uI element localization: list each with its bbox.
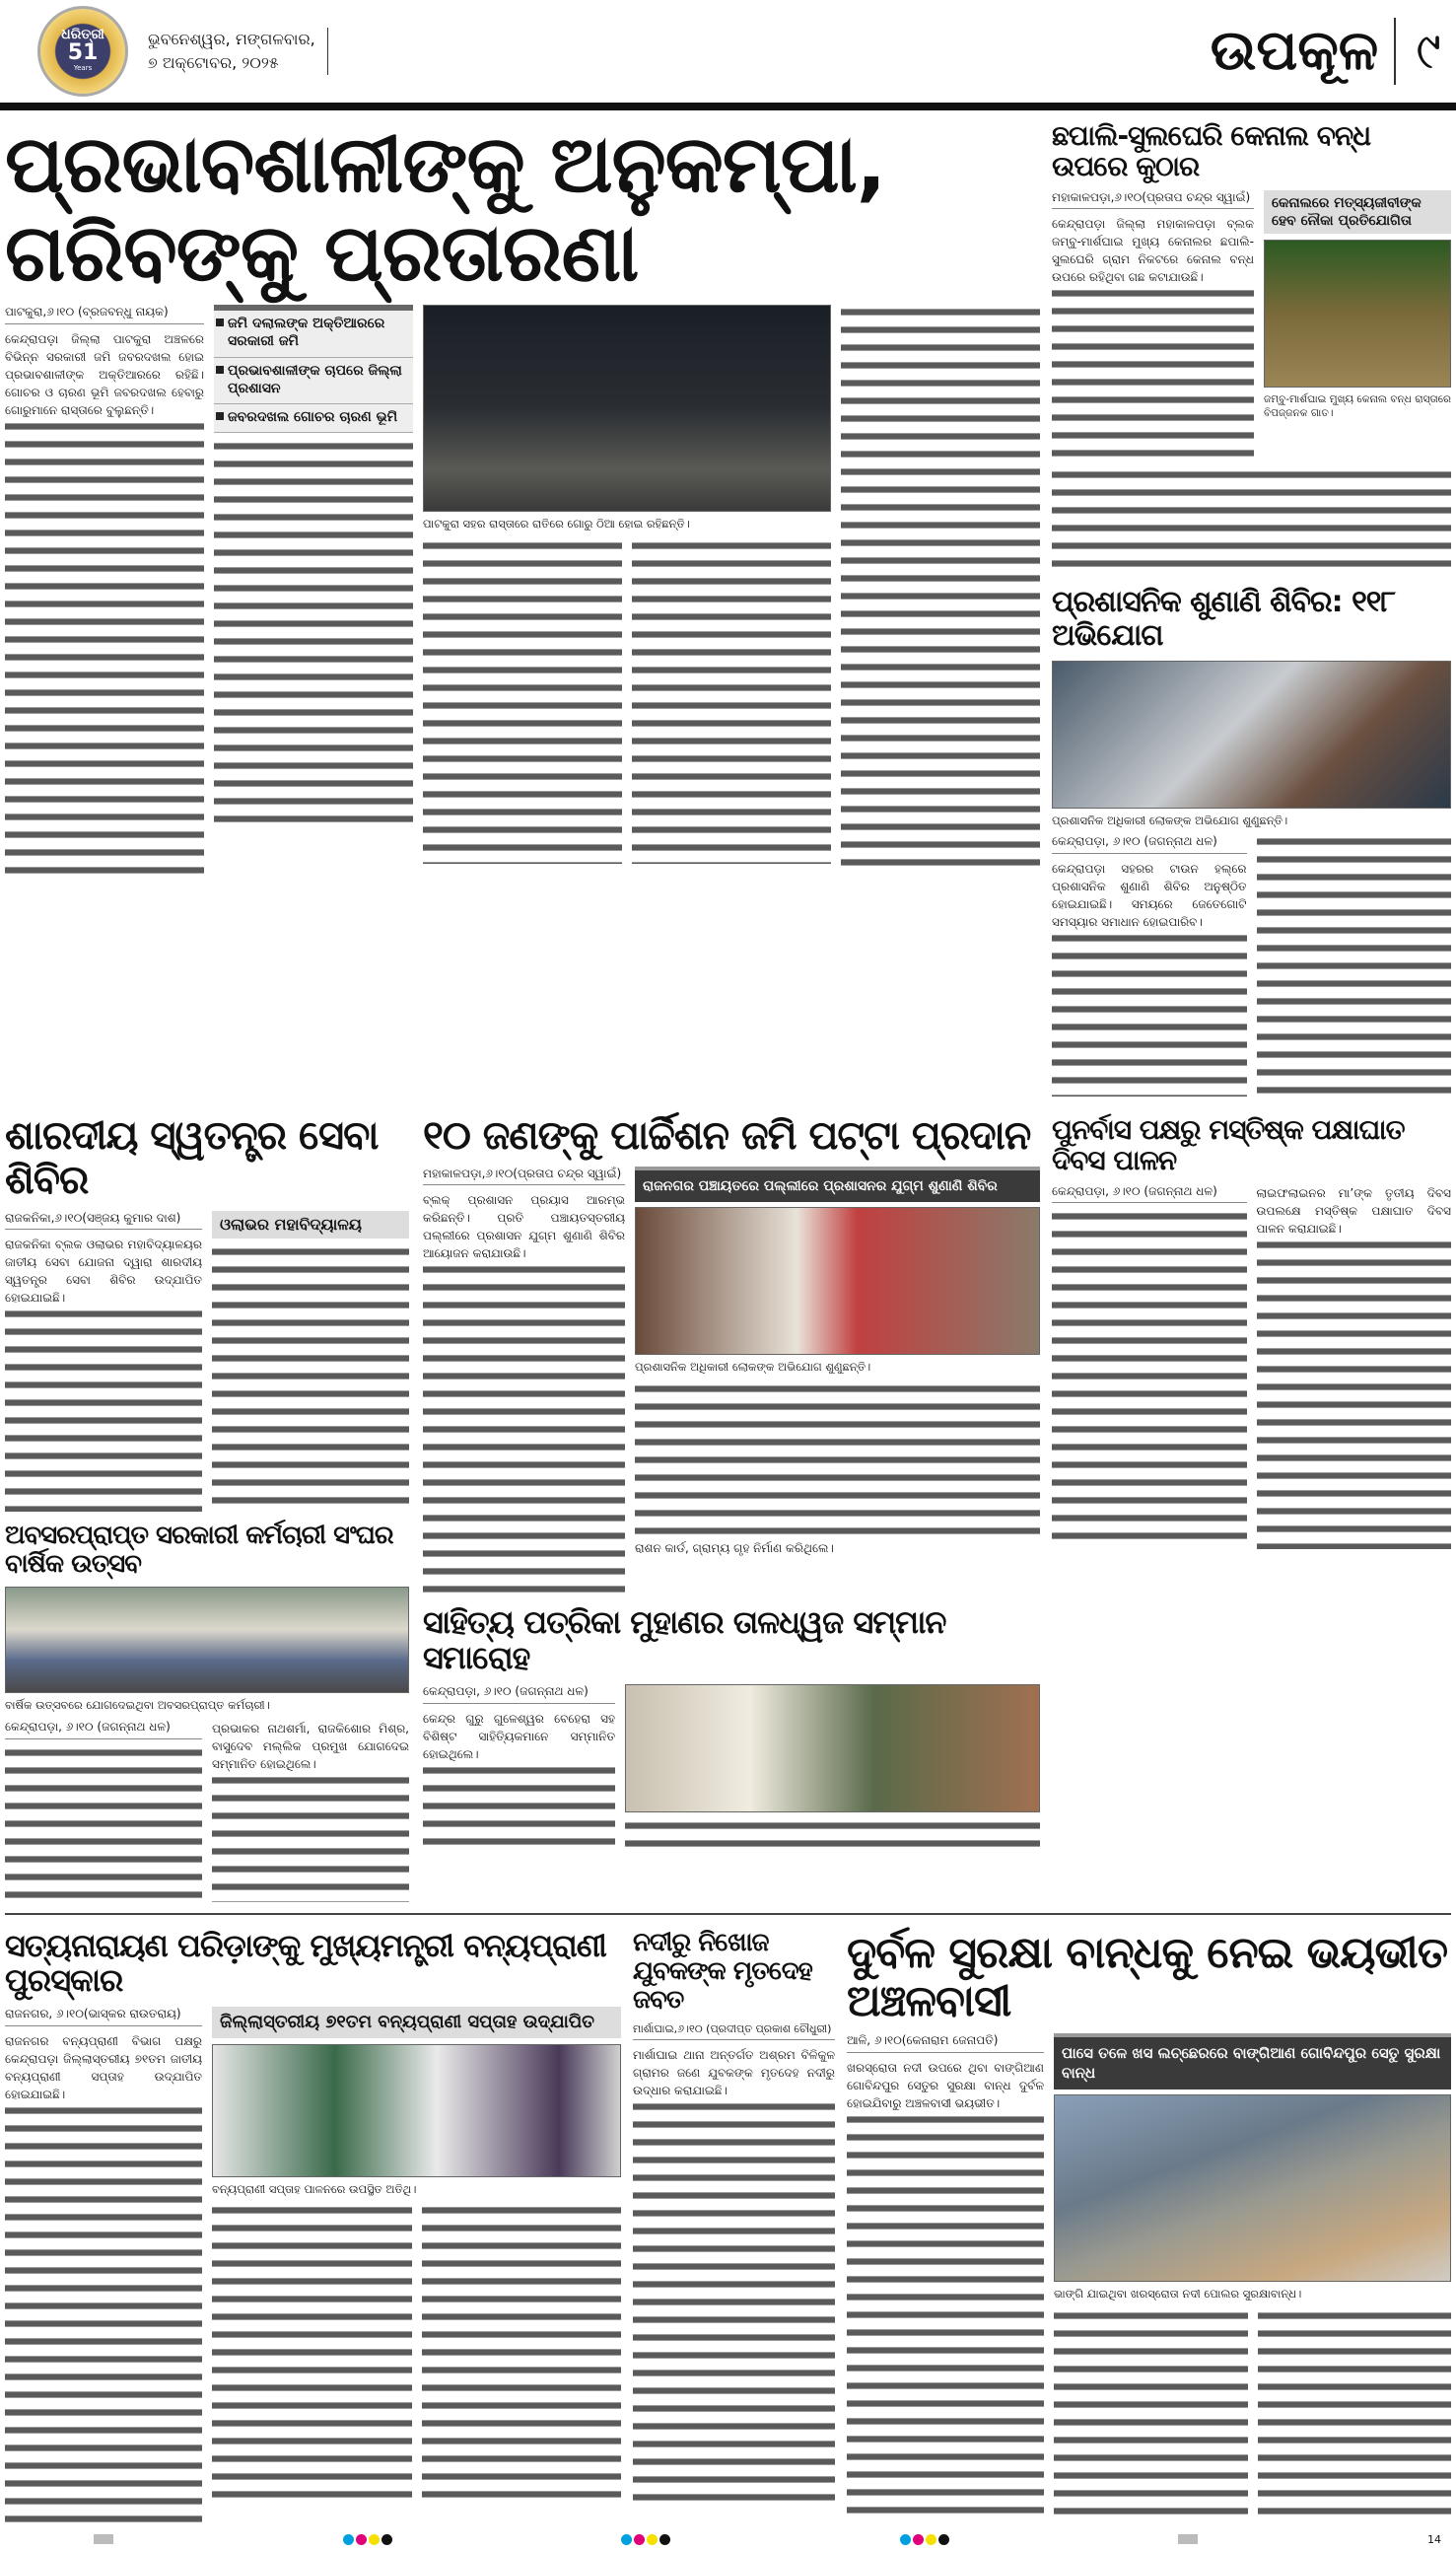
cyan-dot — [343, 2534, 354, 2545]
magenta-dot — [913, 2534, 924, 2545]
magenta-dot — [634, 2534, 645, 2545]
wildlife-caption: ବନ୍ୟପ୍ରାଣୀ ସପ୍ତାହ ପାଳନରେ ଉପସ୍ଥିତ ଅତିଥି। — [212, 2181, 417, 2196]
camp-body — [5, 1236, 202, 1512]
canal-box: କେନାଲରେ ମତ୍ସ୍ୟଜୀବୀଙ୍କ ହେବ ନୌକା ପ୍ରତିଯୋଗିତା — [1264, 190, 1451, 234]
main-body-col3 — [423, 538, 622, 864]
section-rule — [5, 1913, 1451, 1915]
stroke-byline: କେନ୍ଦ୍ରାପଡ଼ା, ୬।୧୦ (ଜଗନ୍ନାଥ ଧଳ) — [1052, 1184, 1247, 1204]
embankment-banner: ପାସେ ତଳେ ଖସ ଲଚ୍ଛେରରେ ବାଙ୍ଗିଆଣ ଗୋବିନ୍ଦପୁର ସେତୁ ସୁରକ୍ଷା ବାନ୍ଧ — [1054, 2033, 1451, 2090]
page-number: ୯ — [1416, 21, 1441, 81]
patta-headline: ୧୦ ଜଣଙ୍କୁ ପାର୍ଚ୍ଚିଶନ ଜମି ପଟ୍ଟା ପ୍ରଦାନ — [423, 1113, 1031, 1160]
stroke-headline: ପୁନର୍ବାସ ପକ୍ଷରୁ ମସ୍ତିଷ୍କ ପକ୍ଷାଘାତ ଦିବସ ପାଳନ — [1052, 1113, 1405, 1177]
cyan-dot — [621, 2534, 632, 2545]
bullet-item: ଜବରଦଖଲ ଗୋଚର ଚାରଣ ଭୂମି — [214, 404, 413, 433]
camp-box: ଓଲାଭର ମହାବିଦ୍ୟାଳୟ — [212, 1211, 409, 1240]
canal-headline: ଛପାଲି-ସୁଲଘେରି କେନାଲ ବନ୍ଧ ଉପରେ କୁଠାର — [1052, 119, 1371, 183]
canal-byline: ମହାକାଳପଡ଼ା,୬।୧୦(ପ୍ରତାପ ଚନ୍ଦ୍ର ସ୍ୱାଇଁ) — [1052, 190, 1254, 210]
bullet-item: ପ୍ରଭାବଶାଳୀଙ୍କ ଚାପରେ ଜିଲ୍ଲା ପ୍ରଶାସନ — [214, 358, 413, 404]
logo-sub: Years — [73, 64, 93, 72]
retired-photo — [5, 1587, 409, 1693]
registration-mark — [94, 2534, 113, 2544]
retired-headline: ଅବସରପ୍ରାପ୍ତ ସରକାରୀ କର୍ମଚାରୀ ସଂଘର ବାର୍ଷିକ ଉତ୍ସବ — [5, 1521, 393, 1580]
stroke-story — [1052, 1110, 1451, 1549]
color-dots — [900, 2534, 949, 2545]
canal-photo — [1264, 240, 1451, 388]
missing-byline: ମାର୍ଶାଘାଇ,୬।୧୦ (ପ୍ରଦୀପ୍ତ ପ୍ରକାଶ ଚୌଧୁରୀ) — [633, 2022, 835, 2040]
date-weekday: ଭୁବନେଶ୍ୱର, ମଙ୍ଗଳବାର, — [148, 30, 315, 48]
main-bullet-box — [214, 305, 413, 433]
camp-body-2 — [212, 1244, 409, 1511]
magenta-dot — [356, 2534, 367, 2545]
missing-body-text: ମାର୍ଶାଘାଇ ଥାନା ଅନ୍ତର୍ଗତ ଅଶ୍ରମ ବିଳିକୁଳ ଗ୍ରାମର ଜଣେ ଯୁବକଙ୍କ ମୃତଦେହ ନଦୀରୁ ଉଦ୍ଧାର କରାଯାଇଛି। — [633, 2046, 835, 2101]
patta-body-2 — [635, 1381, 1040, 1539]
retired-body — [5, 1745, 202, 1903]
embankment-body-text: ଖରସ୍ରୋତା ନଦୀ ଉପରେ ଥିବା ବାଙ୍ଗିଆଣ ଗୋବିନ୍ଦପୁର ସେତୁର ସୁରକ୍ଷା ବାନ୍ଧ ଦୁର୍ବଳ ହୋଇଯିବାରୁ ଅଞ୍ଚଳବାସୀ ଭୟଭୀତ। — [847, 2059, 1044, 2114]
literature-body-text: କେନ୍ଦ୍ର ଗୁରୁ ଗୁଳେଶ୍ୱର ବେହେରା ସହ ବିଶିଷ୍ଟ ସାହିତ୍ୟିକମାନେ ସମ୍ମାନିତ ହୋଇଥିଲେ। — [423, 1710, 615, 1765]
hearing-byline: କେନ୍ଦ୍ରାପଡ଼ା, ୬।୧୦ (ଜଗନ୍ନାଥ ଧଳ) — [1052, 834, 1247, 854]
main-body-col4 — [632, 538, 831, 864]
wildlife-byline: ରାଜନଗର, ୬।୧୦(ଭାସ୍କର ରାଉତରାୟ) — [5, 2007, 202, 2026]
hearing-body — [1052, 860, 1247, 1097]
patta-banner: ରାଜନଗର ପଞ୍ଚାୟତରେ ପଲ୍ଲୀରେ ପ୍ରଶାସନର ଯୁଗ୍ମ ଶୁଣାଣି ଶିବିର — [635, 1167, 1040, 1202]
black-dot — [659, 2534, 670, 2545]
hearing-body-2 — [1257, 834, 1452, 1100]
registration-mark — [1178, 2534, 1198, 2544]
section-title: ଉପକୂଳ — [1211, 18, 1396, 84]
hearing-photo — [1052, 661, 1451, 809]
footer-page-number: 14 — [1426, 2532, 1441, 2546]
main-headline: ପ୍ରଭାବଶାଳୀଙ୍କୁ ଅନୁକମ୍ପା, ଗରିବଙ୍କୁ ପ୍ରତାରଣା — [5, 118, 886, 299]
main-body-col5 — [841, 305, 1040, 877]
black-dot — [938, 2534, 949, 2545]
masthead-logo — [37, 6, 128, 97]
yellow-dot — [369, 2534, 380, 2545]
wildlife-photo — [212, 2044, 621, 2177]
stroke-body-2 — [1257, 1184, 1452, 1549]
canal-body — [1052, 215, 1254, 461]
logo-text: ଧରିତ୍ରୀ — [61, 27, 104, 42]
yellow-dot — [647, 2534, 658, 2545]
literature-headline: ସାହିତ୍ୟ ପତ୍ରିକା ମୁହାଣର ତାଳଧ୍ୱଜ ସମ୍ମାନ ସମାରୋହ — [423, 1603, 946, 1677]
hearing-body-text: କେନ୍ଦ୍ରାପଡ଼ା ସହରର ଟାଉନ ହଲ୍‌ରେ ପ୍ରଶାସନିକ ଶୁଣାଣି ଶିବିର ଅନୁଷ୍ଠିତ ହୋଇଯାଇଛି। ସମୟରେ ଜେତେଗୋଟି ସମସ୍ୟାର ସମାଧାନ ହୋଇପାରିବ। — [1052, 860, 1247, 933]
main-photo-cattle — [423, 305, 831, 512]
embankment-body-3 — [1258, 2308, 1452, 2515]
missing-headline: ନଦୀରୁ ନିଖୋଜ ଯୁବକଙ୍କ ମୃତଦେହ ଜବତ — [633, 1927, 812, 2015]
patta-body — [423, 1191, 625, 1595]
wildlife-box: ଜିଲ୍ଲାସ୍ତରୀୟ ୭୧ତମ ବନ୍ୟପ୍ରାଣୀ ସପ୍ତାହ ଉଦ୍‌ଯାପିତ — [212, 2007, 621, 2037]
wildlife-headline: ସତ୍ୟନାରାୟଣ ପରିଡ଼ାଙ୍କୁ ମୁଖ୍ୟମନ୍ତ୍ରୀ ବନ୍ୟପ୍ରାଣୀ ପୁରସ୍କାର — [5, 1926, 606, 2000]
missing-story — [633, 1925, 835, 2511]
footer-bar — [5, 2525, 1451, 2550]
main-byline: ପାଟକୁରା,୬।୧୦ (ବ୍ରଜବନ୍ଧୁ ନାୟକ) — [5, 305, 204, 324]
wildlife-body-text: ରାଜନଗର ବନ୍ୟପ୍ରାଣୀ ବିଭାଗ ପକ୍ଷରୁ କେନ୍ଦ୍ରାପଡ଼ା ଜିଲ୍ଲାସ୍ତରୀୟ ୭୧ତମ ଜାତୀୟ ବନ୍ୟପ୍ରାଣୀ ସପ୍ତାହ ଉଦ୍‌ଯାପିତ ହୋଇଯାଇଛି। — [5, 2032, 202, 2105]
canal-body-2 — [1052, 467, 1451, 576]
header-rule — [0, 103, 1456, 110]
literature-byline: କେନ୍ଦ୍ରାପଡ଼ା, ୬।୧୦ (ଜଗନ୍ନାଥ ଧଳ) — [423, 1684, 615, 1704]
masthead — [5, 6, 1451, 103]
missing-body — [633, 2046, 835, 2510]
right-column-top — [1052, 116, 1451, 1100]
stroke-body-text: ଲାଇଫଲାଇନର ମା’ଙ୍କ ତୃତୀୟ ଦିବସ ଉପଲକ୍ଷେ ମସ୍ତିଷ୍କ ପକ୍ଷାଘାତ ଦିବସ ପାଳନ କରାଯାଇଛି। — [1257, 1184, 1452, 1240]
literature-photo — [625, 1684, 1040, 1812]
logo-years: 51 — [67, 40, 99, 65]
embankment-caption: ଭାଙ୍ଗି ଯାଇଥିବା ଖରସ୍ରୋତା ନଦୀ ପୋଲର ସୁରକ୍ଷାବାନ୍ଧ। — [1054, 2287, 1302, 2302]
main-caption: ପାଟକୁରା ସହର ରାସ୍ତାରେ ରାତିରେ ଗୋରୁ ଠିଆ ହୋଇ ରହିଛନ୍ତି। — [423, 517, 690, 531]
camp-body-text: ରାଜକନିକା ବ୍ଲକ ଓଲାଭର ମହାବିଦ୍ୟାଳୟର ଜାତୀୟ ସେବା ଯୋଜନା ଦ୍ୱାରା ଶାରଦୀୟ ସ୍ୱତନ୍ତ୍ର ସେବା ଶିବିର ଉଦ୍‌ଯାପିତ ହୋଇଯାଇଛି। — [5, 1236, 202, 1309]
retired-body-text: ପ୍ରଭାକର ନାଥଶର୍ମା, ରାଜକିଶୋର ମିଶ୍ର, ବାସୁଦେବ ମଲ୍ଲିକ ପ୍ରମୁଖ ଯୋଗଦେଇ ସମ୍ମାନିତ ହୋଇଥିଲେ। — [212, 1720, 409, 1775]
main-body-text: କେନ୍ଦ୍ରାପଡ଼ା ଜିଲ୍ଲା ପାଟକୁରା ଅଞ୍ଚଳରେ ବିଭିନ୍ନ ସରକାରୀ ଜମି ଜବରଦଖଲ ହୋଇ ପ୍ରଭାବଶାଳୀଙ୍କ ଅକ୍ତିଆରରେ ରହିଛି। ଗୋଚର ଓ ଚାରଣ ଭୂମି ଜବରଦଖଲ ହେବାରୁ ଗୋରୁମାନେ ରାସ୍ତାରେ ବୁଲୁଛନ୍ତି। — [5, 330, 204, 421]
black-dot — [381, 2534, 392, 2545]
hearing-caption: ପ୍ରଶାସନିକ ଅଧିକାରୀ ଲୋକଙ୍କ ଅଭିଯୋଗ ଶୁଣୁଛନ୍ତି। — [1052, 813, 1288, 827]
patta-caption: ପ୍ରଶାସନିକ ଅଧିକାରୀ ଲୋକଙ୍କ ଅଭିଯୋଗ ଶୁଣୁଛନ୍ତି। — [635, 1360, 871, 1374]
embankment-body-2 — [1054, 2308, 1248, 2515]
main-body-col1 — [5, 330, 204, 883]
camp-byline: ରାଜକନିକା,୬।୧୦(ସଞ୍ଜୟ କୁମାର ଦାଶ) — [5, 1211, 202, 1231]
embankment-photo — [1054, 2094, 1451, 2282]
retired-caption: ବାର୍ଷିକ ଉତ୍ସବରେ ଯୋଗଦେଇଥିବା ଅବସରପ୍ରାପ୍ତ କର୍ମଚାରୀ। — [5, 1698, 270, 1713]
patta-byline: ମହାକାଳପଡ଼ା,୬।୧୦(ପ୍ରତାପ ଚନ୍ଦ୍ର ସ୍ୱାଇଁ) — [423, 1167, 625, 1186]
wildlife-body-2 — [212, 2203, 412, 2499]
canal-caption: ଜମ୍ବୁ-ମାର୍ଶଘାଇ ମୁଖ୍ୟ କେନାଲ ବନ୍ଧ ରାସ୍ତାରେ ବିପଜ୍ଜନକ ଗାତ। — [1264, 393, 1451, 420]
wildlife-story — [5, 1925, 621, 2525]
yellow-dot — [926, 2534, 936, 2545]
main-story — [5, 116, 1040, 883]
patta-and-literature — [423, 1110, 1040, 1903]
color-dots — [343, 2534, 392, 2545]
main-body-col2 — [214, 439, 413, 823]
wildlife-body-3 — [422, 2203, 622, 2499]
hearing-headline: ପ୍ରଶାସନିକ ଶୁଣାଣି ଶିବିର: ୧୧୮ ଅଭିଯୋଗ — [1052, 585, 1396, 653]
retired-body-2 — [212, 1720, 409, 1902]
literature-body-2 — [625, 1818, 1040, 1854]
wildlife-body — [5, 2032, 202, 2525]
embankment-body — [847, 2059, 1044, 2522]
cyan-dot — [900, 2534, 911, 2545]
retired-byline: କେନ୍ଦ୍ରାପଡ଼ା, ୬।୧୦ (ଜଗନ୍ନାଥ ଧଳ) — [5, 1720, 202, 1739]
embankment-byline: ଆଳି, ୬।୧୦(କେନାରାମ ଜେନାପତି) — [847, 2033, 1044, 2053]
camp-and-retired — [5, 1110, 409, 1903]
bullet-item: ଜମି ଦଲାଲଙ୍କ ଅକ୍ତିଆରରେ ସରକାରୀ ଜମି — [214, 311, 413, 357]
canal-body-text: କେନ୍ଦ୍ରାପଡ଼ା ଜିଲ୍ଲା ମହାକାଳପଡ଼ା ବ୍ଲକ ଜମ୍ବୁ-ମାର୍ଶଘାଇ ମୁଖ୍ୟ କେନାଲର ଛପାଲି-ସୁଲଘେରି ଗ୍ରାମ ନିକଟରେ କେନାଲ ବନ୍ଧ ଉପରେ ରହିଥିବା ଗଛ କଟାଯାଉଛି। — [1052, 215, 1254, 288]
camp-headline: ଶାରଦୀୟ ସ୍ୱତନ୍ତ୍ର ସେବା ଶିବିର — [5, 1113, 379, 1203]
literature-body — [423, 1710, 615, 1848]
date-line — [148, 28, 328, 75]
color-dots — [621, 2534, 670, 2545]
embankment-story — [847, 1925, 1451, 2522]
patta-body-end: ରାଶନ କାର୍ଡ, ଗ୍ରାମ୍ୟ ଗୃହ ନିର୍ମାଣ କରିଥିଲେ। — [635, 1540, 834, 1555]
date-text: ୭ ଅକ୍ଟୋବର, ୨୦୨୫ — [148, 53, 279, 72]
patta-body-text: ବ୍ଲକ୍ ପ୍ରଶାସନ ପ୍ରୟାସ ଆରମ୍ଭ କରିଛନ୍ତି। ପ୍ରତି ପଞ୍ଚାୟତସ୍ତରୀୟ ପଲ୍ଲୀରେ ପ୍ରଶାସନ ଯୁଗ୍ମ ଶୁଣାଣି ଶିବିର ଆୟୋଜନ କରାଯାଉଛି। — [423, 1191, 625, 1264]
embankment-headline: ଦୁର୍ବଳ ସୁରକ୍ଷା ବାନ୍ଧକୁ ନେଇ ଭୟଭୀତ ଅଞ୍ଚଳବାସୀ — [847, 1927, 1448, 2026]
stroke-body — [1052, 1209, 1247, 1544]
patta-photo — [635, 1207, 1040, 1355]
